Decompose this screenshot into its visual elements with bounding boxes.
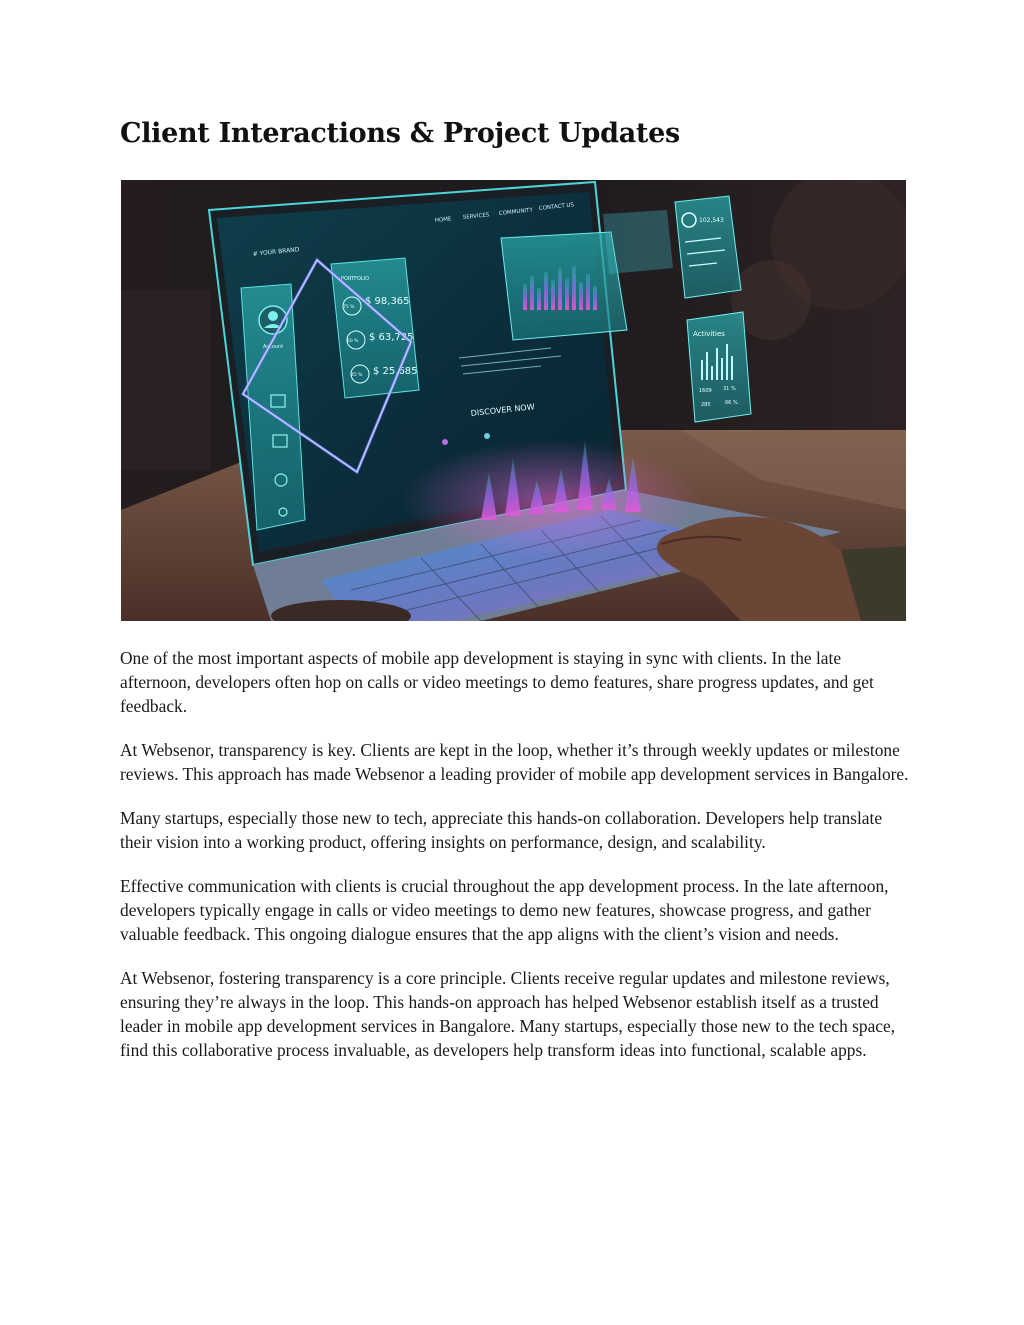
- nav-item-home: HOME: [434, 216, 452, 224]
- article-body: [120, 646, 910, 1082]
- brand-label: # YOUR BRAND: [252, 246, 300, 258]
- amount-2: $ 63,725: [369, 332, 414, 343]
- page-title: Client Interactions & Project Updates: [120, 118, 680, 149]
- activity-stat-3: 285: [701, 402, 711, 408]
- paragraph-1: One of the most important aspects of mobile app development is staying in sync with clients. In the late afternoon, developers often hop on calls or video meetings to demo features, share progress updates, and get feedback.: [120, 648, 874, 716]
- percent-1: 75 %: [343, 305, 355, 310]
- amount-1: $ 98,365: [365, 296, 410, 307]
- portfolio-label: PORTFOLIO: [341, 276, 370, 282]
- nav-item-contact: CONTACT US: [538, 202, 575, 212]
- nav-item-community: COMMUNITY: [498, 207, 534, 217]
- discover-now-button: DISCOVER NOW: [470, 402, 536, 418]
- paragraph-5: At Websenor, fostering transparency is a core principle. Clients receive regular updates and milestone reviews, ensuring they’re always in the loop. This hands-on approach has helped Websenor establish itself as a trusted leader in mobile app development services in Bangalore. Many startups, especially those new to the tech space, find this collaborative process invaluable, as developers help transform ideas into functional, scalable apps.: [120, 968, 896, 1060]
- paragraph-4: Effective communication with clients is crucial throughout the app development process. In the late afternoon, developers typically engage in calls or video meetings to demo new features, showcase progress, and gather valuable feedback. This ongoing dialogue ensures that the app aligns with the client’s vision and needs.: [120, 876, 889, 944]
- activity-stat-4: 66 %: [725, 400, 738, 406]
- laptop-hologram-illustration: [121, 180, 906, 621]
- nav-item-services: SERVICES: [462, 212, 490, 221]
- hero-image: [121, 180, 906, 621]
- percent-3: 45 %: [351, 373, 363, 378]
- paragraph-3: Many startups, especially those new to tech, appreciate this hands-on collaboration. Developers help translate their vision into a working product, offering insights on performance, design, and scalability.: [120, 808, 883, 852]
- stat-value: 102,543: [699, 217, 724, 224]
- activity-stat-2: 31 %: [723, 386, 736, 392]
- activities-label: Activities: [693, 330, 725, 338]
- paragraph-2: At Websenor, transparency is key. Clients are kept in the loop, whether it’s through weekly updates or milestone reviews. This approach has made Websenor a leading provider of mobile app development services in Bangalore.: [120, 740, 909, 784]
- profile-label: Account: [263, 344, 284, 350]
- percent-2: 60 %: [347, 339, 359, 344]
- amount-3: $ 25,685: [373, 366, 418, 377]
- activity-stat-1: 1609: [699, 388, 712, 394]
